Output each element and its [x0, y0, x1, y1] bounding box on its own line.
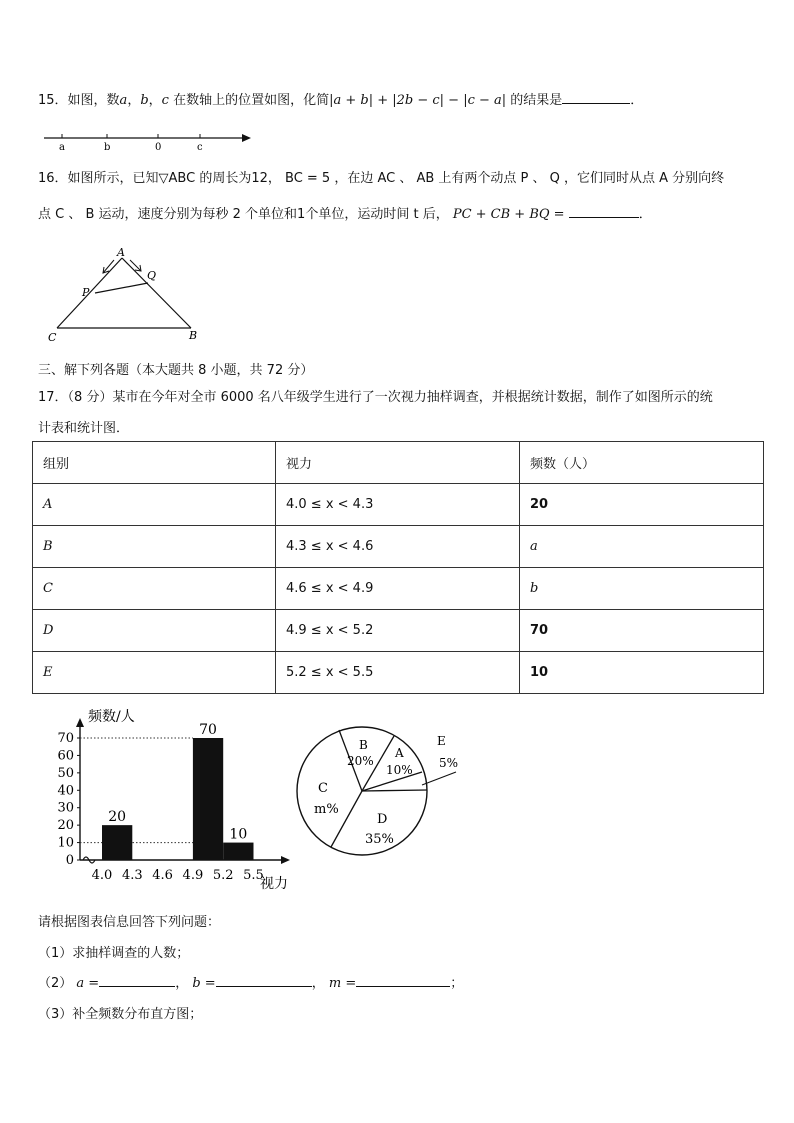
slice-label-e: E: [437, 734, 446, 748]
sep: ，: [311, 976, 325, 991]
slice-pct-a: 10%: [386, 763, 413, 777]
q15-line: [38, 89, 643, 108]
q16-line1: 16．如图所示，已知▽ABC 的周长为12， BC = 5 ，在边 AC 、 AB 上有两个动点 P 、 Q ，它们同时从点 A 分别向终: [38, 171, 725, 186]
label-b: B: [189, 329, 198, 342]
axis-label-0: 0: [155, 142, 162, 152]
q16-line2: [38, 203, 652, 222]
var-b: b: [140, 93, 149, 108]
sub2-m: m =: [328, 976, 357, 991]
slice-label-b: B: [359, 738, 368, 752]
after-chart-text: 请根据图表信息回答下列问题：: [38, 915, 221, 930]
answer-blank[interactable]: [562, 91, 630, 104]
sep: ，: [175, 976, 189, 991]
sub2-text: （2）: [38, 976, 77, 991]
segment-pq: [95, 283, 148, 293]
table-row: [33, 652, 764, 694]
y-tick-label: 20: [57, 818, 74, 834]
sub2-a: a =: [76, 976, 100, 991]
slice-pct-d: 35%: [365, 832, 394, 847]
table-header: 组别: [33, 442, 276, 484]
label-p: P: [82, 286, 90, 299]
histogram-bar: [193, 738, 223, 860]
sub-question-2: [38, 972, 463, 991]
q16-expression: PC + CB + BQ =: [452, 207, 565, 222]
slice-pct-e: 5%: [439, 756, 459, 770]
side-ab: [122, 258, 191, 328]
table-cell: 4.0 ≤ x < 4.3: [276, 484, 520, 526]
table-row: [33, 568, 764, 610]
pie-chart: [294, 722, 474, 862]
y-tick-label: 60: [57, 748, 74, 764]
table-header: 频数（人）: [520, 442, 764, 484]
number-line-figure: [40, 128, 255, 152]
bar-value-label: 10: [229, 826, 248, 843]
x-tick-label: 4.3: [121, 868, 143, 883]
table-cell: E: [33, 652, 276, 694]
table-cell: 20: [520, 484, 764, 526]
y-tick-label: 70: [57, 731, 74, 746]
histogram-bar: [102, 825, 132, 860]
histogram-bar: [223, 843, 253, 860]
q17-line2: 计表和统计图．: [38, 421, 130, 436]
slice-pct-c: m%: [314, 802, 339, 817]
q15-expression: |a + b| + |2b − c| − |c − a|: [329, 93, 507, 108]
y-axis-label: 频数/人: [88, 709, 135, 725]
var-c: c: [161, 93, 169, 108]
q15-text: ．: [630, 93, 644, 108]
axis-label-c: c: [197, 142, 203, 152]
answer-blank-a[interactable]: [99, 974, 175, 987]
sub2-text: ；: [450, 976, 464, 991]
answer-blank-b[interactable]: [216, 974, 312, 987]
y-tick-label: 0: [65, 853, 74, 868]
arrow-aq-icon: [130, 260, 141, 271]
table-row: [33, 610, 764, 652]
q15-text: 的结果是: [506, 93, 563, 108]
table-cell: a: [520, 526, 764, 568]
x-tick-label: 5.2: [212, 868, 234, 883]
slice-label-a: A: [395, 746, 404, 760]
q17-line1: 17．（8 分）某市在今年对全市 6000 名八年级学生进行了一次视力抽样调查，并根据统计数据，制作了如图所示的统: [38, 390, 713, 405]
y-tick-label: 10: [57, 835, 74, 851]
table-cell: D: [33, 610, 276, 652]
label-a: A: [117, 246, 125, 259]
x-axis-arrow-icon: [281, 856, 290, 864]
x-axis-label: 视力: [260, 876, 288, 892]
slice-label-d: D: [377, 812, 388, 827]
table-row: [33, 484, 764, 526]
axis-label-b: b: [104, 142, 111, 152]
y-tick-label: 40: [57, 783, 74, 799]
triangle-figure: [44, 246, 204, 346]
table-cell: 5.2 ≤ x < 5.5: [276, 652, 520, 694]
table-header-row: [33, 442, 764, 484]
sep: ，: [148, 93, 162, 108]
pie-divider: [331, 791, 362, 847]
x-tick-label: 4.9: [182, 868, 204, 883]
histogram-chart: [50, 700, 300, 892]
y-axis-arrow-icon: [76, 718, 84, 727]
frequency-table: [32, 441, 764, 694]
label-c: C: [48, 331, 57, 344]
sub-question-3: （3）补全频数分布直方图；: [38, 1007, 203, 1022]
table-cell: A: [33, 484, 276, 526]
q16-text: ．: [638, 207, 652, 222]
table-cell: b: [520, 568, 764, 610]
sub2-b: b =: [192, 976, 216, 991]
table-cell: 4.9 ≤ x < 5.2: [276, 610, 520, 652]
label-q: Q: [147, 269, 157, 282]
answer-blank-m[interactable]: [356, 974, 450, 987]
y-tick-label: 30: [57, 800, 74, 816]
sep: ，: [127, 93, 141, 108]
table-cell: 4.3 ≤ x < 4.6: [276, 526, 520, 568]
y-tick-label: 50: [57, 765, 74, 781]
arrow-icon: [242, 134, 251, 142]
table-cell: 4.6 ≤ x < 4.9: [276, 568, 520, 610]
section-heading: 三、解下列各题（本大题共 8 小题，共 72 分）: [38, 363, 314, 378]
q15-text: 在数轴上的位置如图，化简: [168, 93, 330, 108]
table-cell: 70: [520, 610, 764, 652]
answer-blank[interactable]: [569, 205, 639, 218]
table-header: 视力: [276, 442, 520, 484]
bar-value-label: 20: [108, 809, 127, 826]
table-cell: B: [33, 526, 276, 568]
q16-text: 点 C 、 B 运动，速度分别为每秒 2 个单位和1个单位，运动时间 t 后，: [38, 207, 453, 222]
table-row: [33, 526, 764, 568]
x-tick-label: 4.0: [91, 868, 113, 883]
sub-question-1: （1）求抽样调查的人数；: [38, 946, 190, 961]
table-cell: 10: [520, 652, 764, 694]
slice-pct-b: 20%: [347, 754, 374, 768]
pie-divider: [362, 790, 427, 791]
var-a: a: [119, 93, 128, 108]
table-cell: C: [33, 568, 276, 610]
axis-label-a: a: [59, 142, 65, 152]
e-leader-line: [422, 772, 456, 785]
side-ac: [57, 258, 122, 328]
slice-label-c: C: [318, 781, 328, 796]
q15-text: 15．如图，数: [38, 93, 120, 108]
x-tick-label: 4.6: [152, 868, 173, 883]
x-tick-label: 5.5: [243, 868, 264, 883]
bar-value-label: 70: [199, 722, 217, 738]
